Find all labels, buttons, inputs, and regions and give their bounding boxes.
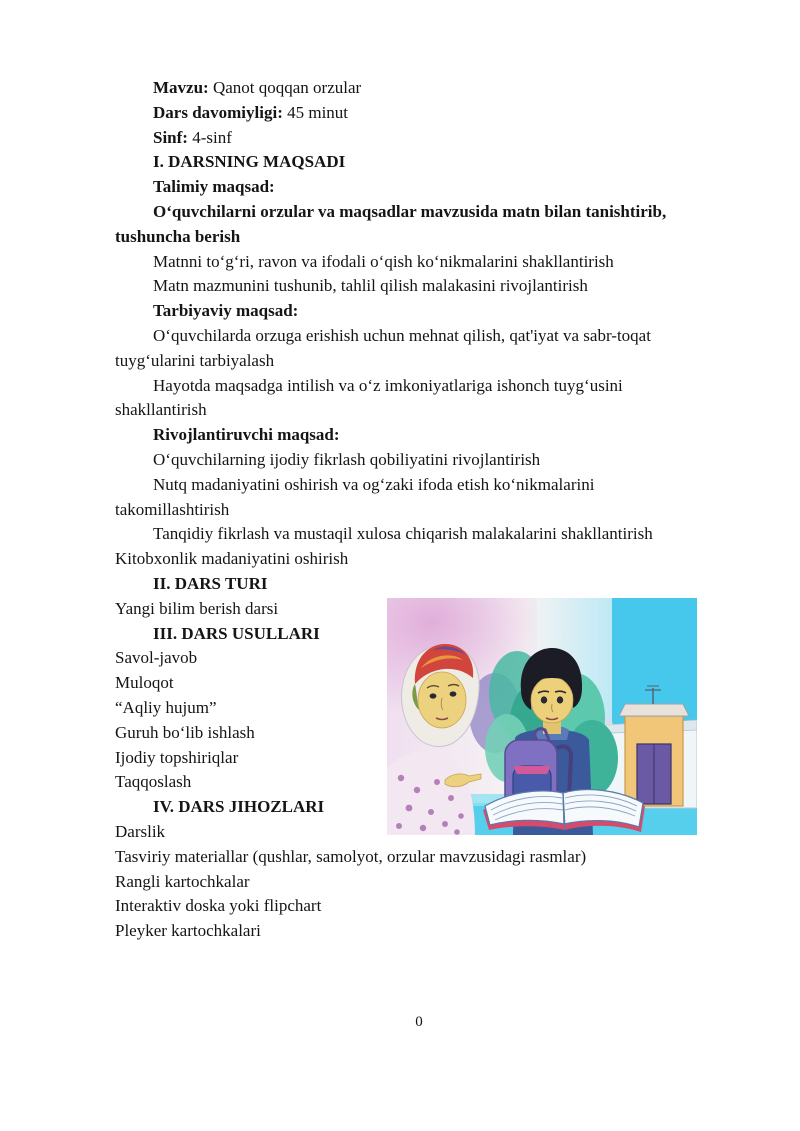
text-line	[115, 398, 723, 423]
text-line	[115, 572, 723, 597]
text-run-bold: III. DARS USULLARI	[153, 623, 320, 643]
text-line	[115, 200, 723, 225]
text-run-bold: O‘quvchilarni orzular va maqsadlar mavzusida matn bilan tanishtirib,	[153, 201, 667, 221]
text-run-bold: Tarbiyaviy maqsad:	[153, 301, 299, 321]
text-line	[115, 274, 723, 299]
text-run: shakllantirish	[115, 400, 207, 420]
text-run-bold: Dars davomiyligi:	[153, 102, 288, 122]
text-run-bold: I. DARSNING MAQSADI	[153, 152, 346, 172]
text-line	[115, 299, 723, 324]
text-run: 4-sinf	[192, 127, 232, 147]
text-line	[115, 870, 723, 895]
text-run: Muloqot	[115, 673, 174, 693]
text-run: Kitobxonlik madaniyatini oshirish	[115, 549, 349, 569]
text-line	[115, 448, 723, 473]
text-line	[115, 175, 723, 200]
text-line	[115, 324, 723, 349]
text-line	[115, 423, 723, 448]
text-line	[115, 522, 723, 547]
text-run: tuyg‘ularini tarbiyalash	[115, 350, 275, 370]
text-run: takomillashtirish	[115, 499, 230, 519]
text-run: Yangi bilim berish darsi	[115, 598, 279, 618]
text-line	[115, 349, 723, 374]
text-run: Taqqoslash	[115, 772, 192, 792]
text-run: 45 minut	[287, 102, 349, 122]
text-run: Pleyker kartochkalari	[115, 921, 261, 941]
text-run-bold: IV. DARS JIHOZLARI	[153, 797, 325, 817]
text-line	[115, 101, 723, 126]
text-run: “Aqliy hujum”	[115, 697, 217, 717]
text-run: Guruh bo‘lib ishlash	[115, 722, 255, 742]
text-run-bold: Talimiy maqsad:	[153, 177, 275, 197]
text-line	[115, 250, 723, 275]
text-line	[115, 76, 723, 101]
text-run: Nutq madaniyatini oshirish va og‘zaki ifoda etish ko‘nikmalarini	[153, 474, 595, 494]
text-line	[115, 473, 723, 498]
text-line	[115, 894, 723, 919]
lesson-illustration-image	[387, 598, 697, 835]
text-run-bold: Mavzu:	[153, 78, 213, 97]
text-run: Qanot qoqqan orzular	[212, 78, 362, 97]
text-line	[115, 845, 723, 870]
text-run-bold: tushuncha berish	[115, 226, 241, 246]
text-run: Ijodiy topshiriqlar	[115, 747, 239, 767]
text-run: Tasviriy materiallar (qushlar, samolyot, orzular mavzusidagi rasmlar)	[115, 846, 587, 866]
text-run: Darslik	[115, 821, 166, 841]
text-run-bold: Rivojlantiruvchi maqsad:	[153, 425, 340, 445]
text-run: Savol-javob	[115, 648, 198, 668]
text-run-bold: II. DARS TURI	[153, 573, 268, 593]
text-line	[115, 225, 723, 250]
text-run: Tanqidiy fikrlash va mustaqil xulosa chiqarish malakalarini shakllantirish	[153, 524, 653, 544]
text-run: Hayotda maqsadga intilish va o‘z imkoniyatlariga ishonch tuyg‘usini	[153, 375, 623, 395]
text-run: O‘quvchilarning ijodiy fikrlash qobiliyatini rivojlantirish	[153, 449, 541, 469]
text-line	[115, 150, 723, 175]
text-run: Matn mazmunini tushunib, tahlil qilish malakasini rivojlantirish	[153, 276, 588, 296]
text-line	[115, 547, 723, 572]
text-line	[115, 374, 723, 399]
text-line	[115, 498, 723, 523]
text-run: Matnni to‘g‘ri, ravon va ifodali o‘qish ko‘nikmalarini shakllantirish	[153, 251, 614, 271]
text-line	[115, 919, 723, 944]
text-line	[115, 126, 723, 151]
page-number-footer: 0	[415, 1014, 423, 1030]
text-run: Interaktiv doska yoki flipchart	[115, 896, 322, 916]
text-run: O‘quvchilarda orzuga erishish uchun mehnat qilish, qat'iyat va sabr-toqat	[153, 325, 651, 345]
text-run-bold: Sinf:	[153, 127, 193, 147]
text-run: Rangli kartochkalar	[115, 871, 250, 891]
